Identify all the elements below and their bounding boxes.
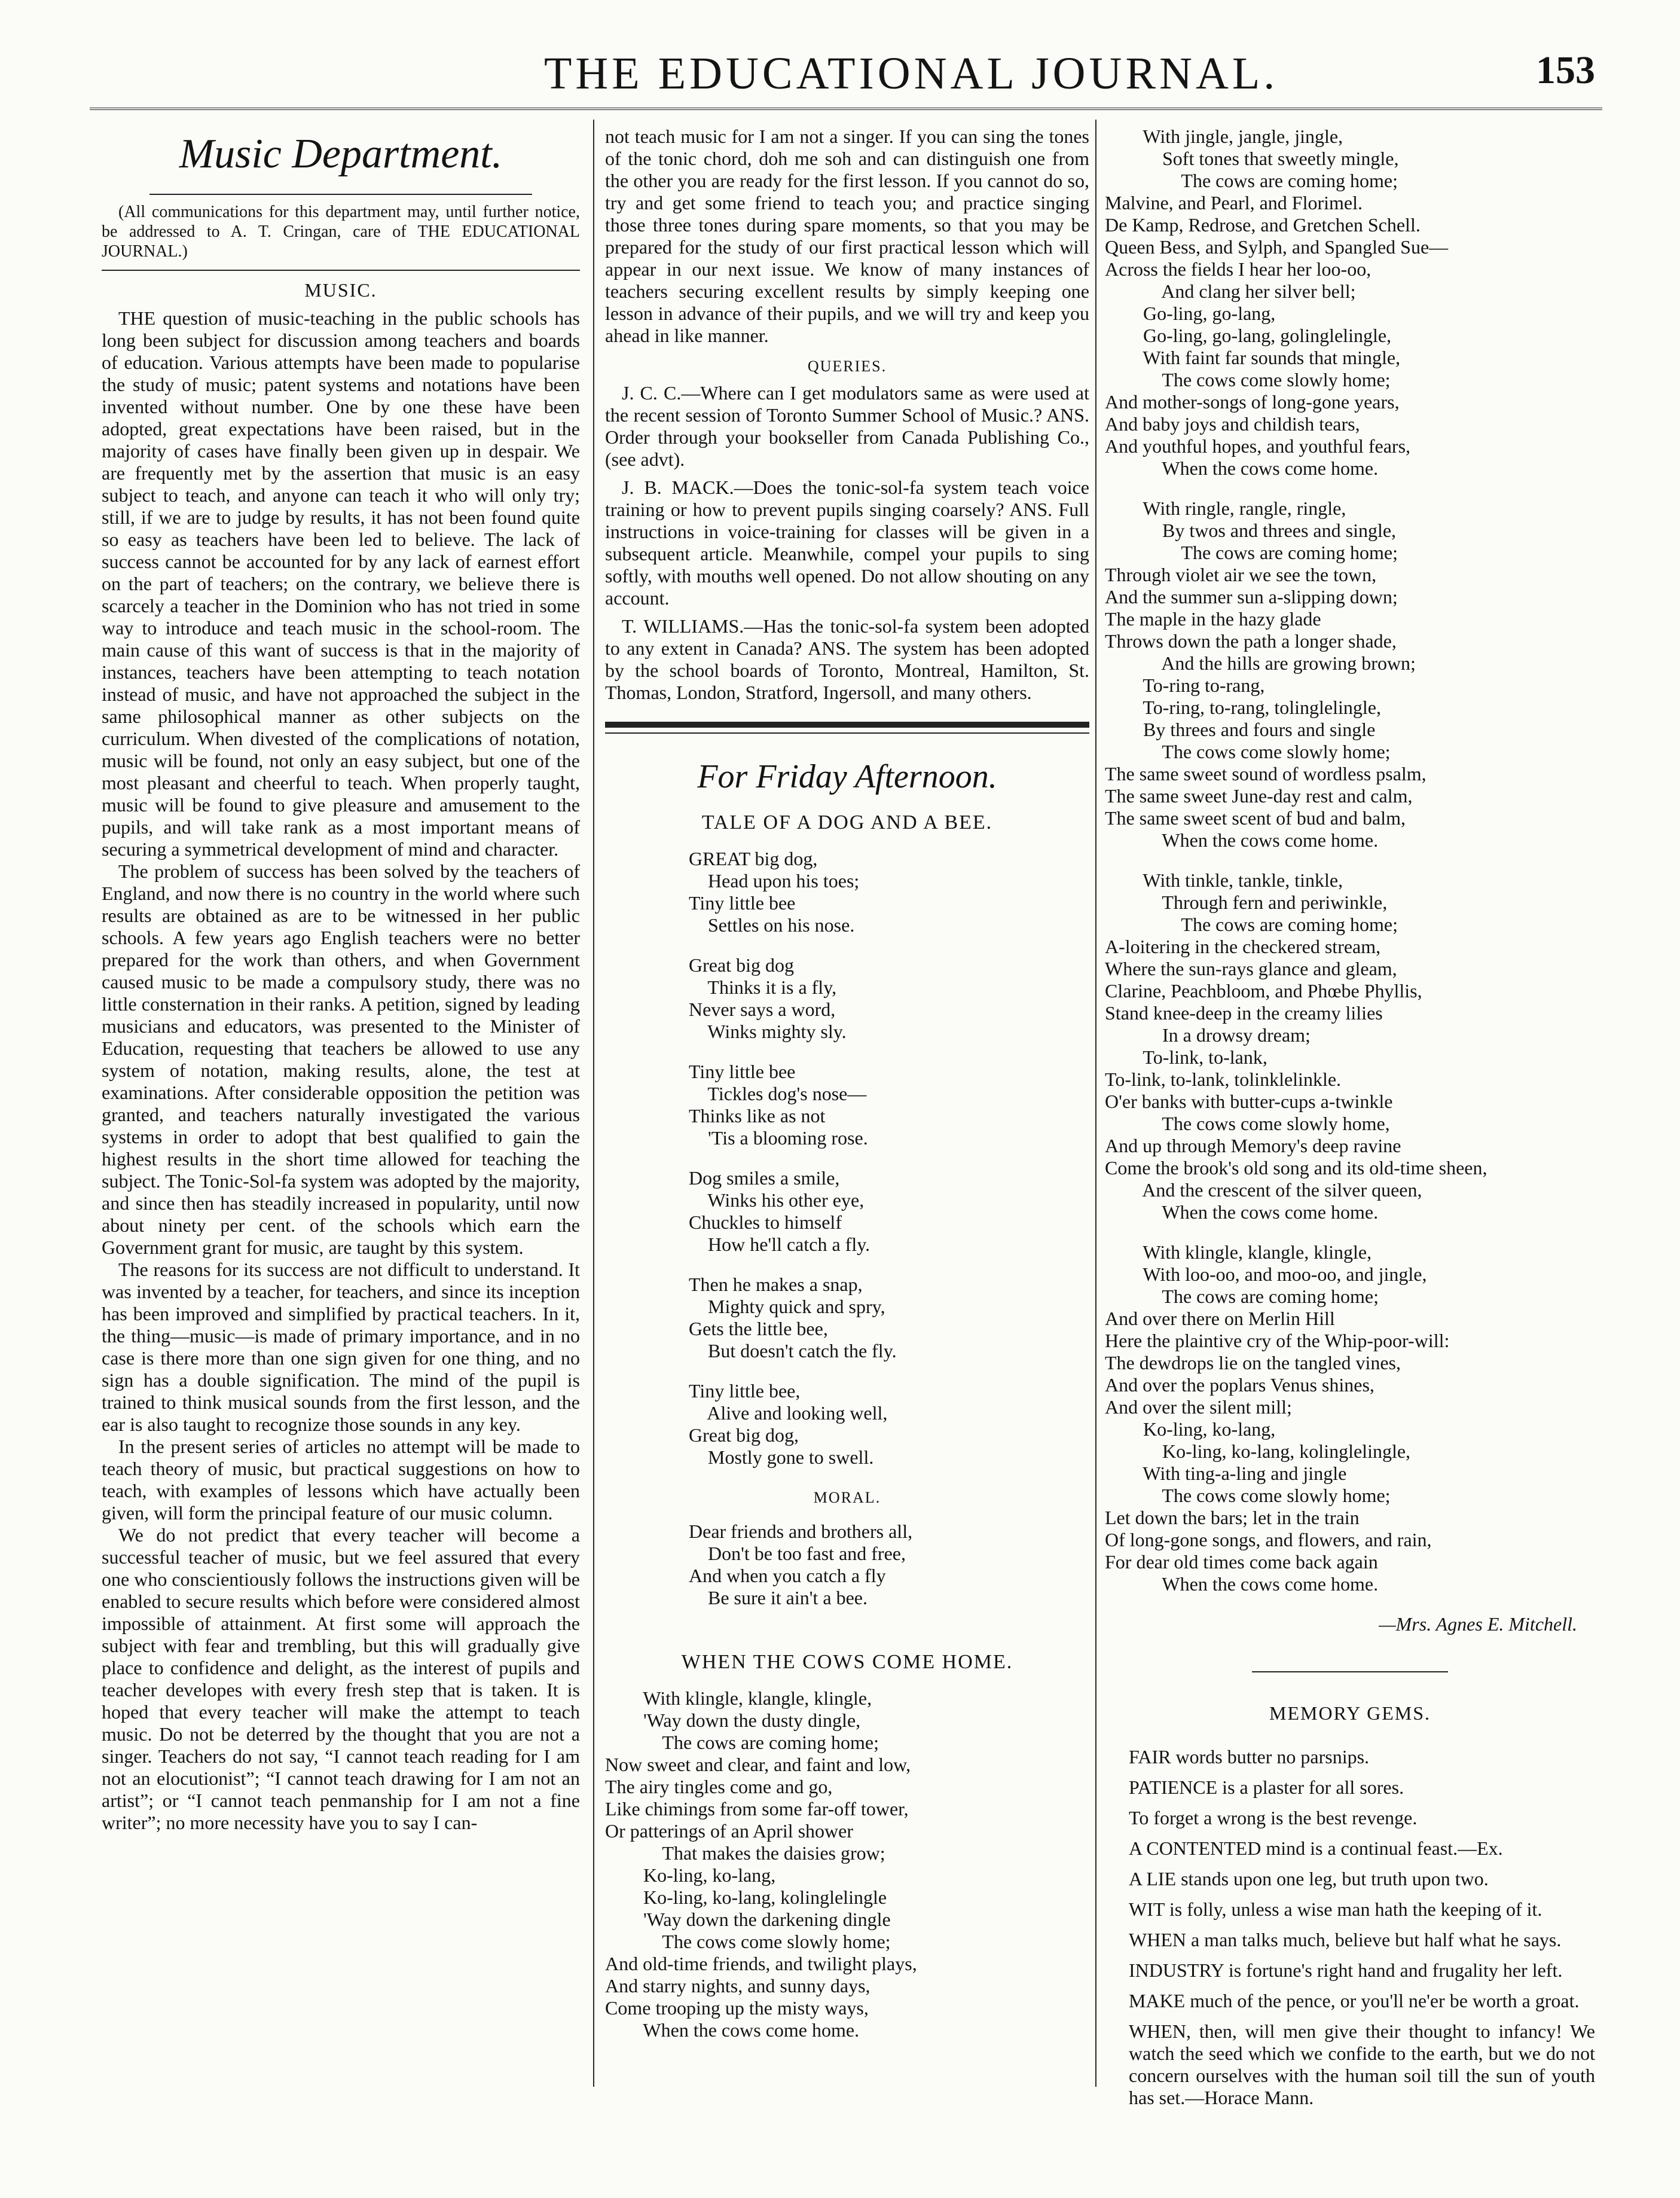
poem-line: Throws down the path a longer shade, [1105,630,1397,652]
poem-line: When the cows come home. [1105,457,1379,479]
poem-line: How he'll catch a fly. [689,1234,870,1255]
cows-poem-continued [1105,126,1595,1595]
poem-line: Of long-gone songs, and flowers, and rain, [1105,1529,1432,1550]
cows-poem-part [605,1687,1089,2041]
poem-line: The cows come slowly home; [1105,1485,1391,1506]
poem-line: Head upon his toes; [689,870,860,892]
poem-line: The maple in the hazy glade [1105,608,1321,630]
poem-line: And up through Memory's deep ravine [1105,1135,1401,1156]
poem-line: Here the plaintive cry of the Whip-poor-will: [1105,1330,1450,1351]
poem-line: Come trooping up the misty ways, [605,1997,869,2019]
poem-line: Or patterings of an April shower [605,1820,854,1842]
memory-gem: WHEN, then, will men give their thought to infancy! We watch the seed which we confide to the earth, but we do not concern ourselves with the human soil till the sun of youth has set.—Horace Mann. [1129,2020,1595,2108]
section-divider [605,732,1089,734]
poem-line: Go-ling, go-lang, [1105,303,1276,324]
poem-line: Tiny little bee [689,1061,796,1082]
poem-line: When the cows come home. [1105,1201,1379,1223]
poem-line: Soft tones that sweetly mingle, [1105,148,1399,169]
poem-stanza [689,954,1089,1043]
poem-line: To-link, to-lank, tolinklelinkle. [1105,1069,1342,1090]
poem-line: And over the silent mill; [1105,1396,1292,1418]
friday-afternoon-heading: For Friday Afternoon. [697,758,997,795]
poem-title: TALE OF A DOG AND A BEE. [701,811,993,834]
poem-stanza [1105,126,1595,480]
divider [149,194,532,195]
poem-line: Through violet air we see the town, [1105,564,1377,585]
poem-line: Settles on his nose. [689,914,855,936]
poem-line: By threes and fours and single [1105,719,1376,740]
poem-line: Ko-ling, ko-lang, [605,1864,776,1886]
poem-line: O'er banks with butter-cups a-twinkle [1105,1091,1393,1112]
poem-line: With faint far sounds that mingle, [1105,347,1401,368]
poem-line: And over the poplars Venus shines, [1105,1374,1374,1396]
poem-line: And baby joys and childish tears, [1105,413,1360,435]
poem-line: Let down the bars; let in the train [1105,1507,1360,1528]
music-department-heading: Music Department. [179,131,503,177]
poem-line: Queen Bess, and Sylph, and Spangled Sue— [1105,236,1449,258]
memory-gems-list [1105,1746,1595,2109]
poem-line: 'Way down the dusty dingle, [605,1709,861,1731]
memory-gem: PATIENCE is a plaster for all sores. [1129,1776,1404,1798]
query-item: J. C. C.—Where can I get modulators same as were used at the recent session of Toronto Summer School of Music.? ANS. Order through your bookseller from Canada Publishing Co., (see advt). [605,382,1089,470]
poem-line: Thinks like as not [689,1105,826,1127]
poem-line: GREAT big dog, [689,848,818,869]
memory-gem: A LIE stands upon one leg, but truth upon two. [1129,1868,1489,1889]
memory-gem: To forget a wrong is the best revenge. [1129,1807,1418,1828]
poem-line: The cows are coming home; [1105,542,1398,563]
memory-gem: WHEN a man talks much, believe but half what he says. [1129,1929,1562,1950]
poem-stanza [689,1061,1089,1149]
section-divider [605,722,1089,728]
poem-line: Then he makes a snap, [689,1274,863,1295]
moral-verse [605,1521,1089,1609]
poem-line: Malvine, and Pearl, and Florimel. [1105,192,1363,213]
poem-line: In a drowsy dream; [1105,1024,1311,1046]
poem-line: Come the brook's old song and its old-time sheen, [1105,1157,1487,1179]
poem-line: Now sweet and clear, and faint and low, [605,1754,911,1775]
poem-line: Don't be too fast and free, [689,1543,906,1564]
poem-line: Never says a word, [689,999,836,1020]
poem-line: Great big dog, [689,1424,799,1446]
poem-line: The cows come slowly home; [605,1931,891,1952]
article-paragraph: We do not predict that every teacher will become a successful teacher of music, but we feel assured that every one who conscientiously follows the instructions given will be enabled to secure results which before were considered almost impossible of attainment. At first some will approach the subject with fear and trembling, but this will gradually give place to confidence and delight, as the interest of pupils and teacher developes with every fresh step that is taken. It is hoped that every teacher will make the attempt to teach music. Do not be deterred by the thought that you are not a singer. Teachers do not say, “I cannot teach reading for I am not an elocutionist”; “I cannot teach drawing for I am not an artist”; or “I cannot teach penmanship for I am not a fine writer”; no more necessity have you to say I can- [102,1524,580,1833]
music-section-heading: MUSIC. [304,279,377,301]
poem-line: De Kamp, Redrose, and Gretchen Schell. [1105,214,1421,236]
poem-stanza [689,1167,1089,1256]
poem-line: Alive and looking well, [689,1402,888,1424]
poem-line: By twos and threes and single, [1105,520,1397,541]
poem-line: Across the fields I hear her loo-oo, [1105,258,1372,280]
poem-line: Ko-ling, ko-lang, kolinglelingle, [1105,1440,1411,1462]
poem-line: Stand knee-deep in the creamy lilies [1105,1002,1383,1024]
poem-line: And the hills are growing brown; [1105,652,1416,674]
poem-stanza [689,848,1089,936]
poem-stanza [689,1274,1089,1362]
memory-gem: MAKE much of the pence, or you'll ne'er be worth a groat. [1129,1990,1580,2011]
column-left [102,126,580,1834]
queries-heading: QUERIES. [807,358,887,375]
poem-line: Gets the little bee, [689,1318,828,1339]
poem-line: Ko-ling, ko-lang, kolinglelingle [605,1886,887,1908]
poem-line: Where the sun-rays glance and gleam, [1105,958,1397,979]
poem-line: Winks mighty sly. [689,1021,847,1042]
poem-line: The cows come slowly home; [1105,741,1391,762]
poem-line: Great big dog [689,954,794,976]
poem-line: When the cows come home. [605,2019,860,2041]
poem-line: Go-ling, go-lang, golinglelingle, [1105,325,1392,346]
poem-line: When the cows come home. [1105,1573,1379,1595]
poem-line: The airy tingles come and go, [605,1776,833,1797]
poem-line: The cows are coming home; [1105,1286,1379,1307]
poem-line: And youthful hopes, and youthful fears, [1105,435,1411,457]
poem-line: Mostly gone to swell. [689,1446,874,1468]
poem-author: —Mrs. Agnes E. Mitchell. [1379,1613,1577,1635]
poem-line: Mighty quick and spry, [689,1296,885,1317]
memory-gem: FAIR words butter no parsnips. [1129,1746,1370,1767]
poem-stanza [1105,869,1595,1223]
poem-line: Ko-ling, ko-lang, [1105,1418,1276,1440]
poem-line: For dear old times come back again [1105,1551,1378,1573]
page-header [90,36,1602,110]
poem-line: And clang her silver bell; [1105,280,1356,302]
poem-line: The cows come slowly home, [1105,1113,1390,1134]
column-middle [605,126,1089,2041]
poem-line: With tinkle, tankle, tinkle, [1105,869,1343,891]
memory-gems-heading: MEMORY GEMS. [1269,1702,1431,1724]
moral-heading: MORAL. [813,1489,881,1506]
poem-line: The cows are coming home; [605,1732,879,1753]
poem-line: The cows come slowly home; [1105,369,1391,390]
poem-line: And old-time friends, and twilight plays, [605,1953,917,1974]
poem-line: And starry nights, and sunny days, [605,1975,870,1996]
poem-line: 'Way down the darkening dingle [605,1909,891,1930]
poem-line: And the summer sun a-slipping down; [1105,586,1398,607]
tale-poem [605,848,1089,1469]
poem-line: With ting-a-ling and jingle [1105,1463,1347,1484]
poem-line: With jingle, jangle, jingle, [1105,126,1343,147]
poem-line: Winks his other eye, [689,1189,865,1211]
column-divider [1095,120,1096,2087]
poem-line: The same sweet June-day rest and calm, [1105,785,1413,807]
memory-gem: A CONTENTED mind is a continual feast.—Ex. [1129,1837,1503,1859]
poem-line: Be sure it ain't a bee. [689,1587,868,1608]
divider [1252,1671,1448,1672]
poem-line: The same sweet scent of bud and balm, [1105,807,1406,829]
poem-line: Clarine, Peachbloom, and Phœbe Phyllis, [1105,980,1422,1002]
poem-line: And the crescent of the silver queen, [1105,1179,1422,1201]
poem-line: And when you catch a fly [689,1565,886,1586]
poem-line: 'Tis a blooming rose. [689,1127,868,1149]
poem-stanza [689,1380,1089,1469]
article-paragraph: THE question of music-teaching in the public schools has long been subject for discussion among teachers and boards of education. Various attempts have been made to popularise the study of music; patent systems and notations have been invented without number. One by one these have been adopted, great expectations have been raised, but in the majority of cases have finally been given up in despair. We are frequently met by the assertion that music is an easy subject to teach, and anyone can teach it who will only try; still, if we are to judge by results, it has not been found quite so easy as teachers have been led to believe. The lack of success cannot be accounted for by any lack of earnest effort on the part of teachers; on the contrary, we believe there is scarcely a teacher in the Dominion who has not tried in some way to introduce and teach music in the school-room. The main cause of this want of success is that in the majority of instances, teachers have been attempting to teach notation instead of music, and have not approached the subject in the same philosophical manner as other subjects on the curriculum. When divested of the complications of notation, music will be found, not only an easy subject, but one of the most pleasant and cheerful to teach. When properly taught, music will be found to give pleasure and amusement to the pupils, and will take rank as a most important means of securing a symmetrical development of mind and character. [102,307,580,860]
poem-line: But doesn't catch the fly. [689,1340,897,1361]
poem-title: WHEN THE COWS COME HOME. [681,1651,1013,1673]
poem-stanza [1105,1241,1595,1595]
query-item: J. B. MACK.—Does the tonic-sol-fa system teach voice training or how to prevent pupils singing coarsely? ANS. Full instructions in voice-training for classes will be given in a subsequent article. Meanwhile, compel your pupils to sing softly, with mouths well opened. Do not allow shouting on any account. [605,477,1089,609]
memory-gem: WIT is folly, unless a wise man hath the keeping of it. [1129,1898,1542,1920]
poem-line: Through fern and periwinkle, [1105,892,1388,913]
journal-title: THE EDUCATIONAL JOURNAL. [544,48,1279,99]
poem-line: Dog smiles a smile, [689,1167,840,1189]
poem-line: Thinks it is a fly, [689,976,837,998]
poem-line: Tiny little bee [689,892,796,914]
poem-line: Tickles dog's nose— [689,1083,867,1104]
poem-line: The cows are coming home; [1105,170,1398,191]
poem-line: Like chimings from some far-off tower, [605,1798,909,1820]
article-paragraph: In the present series of articles no attempt will be made to teach theory of music, but practical suggestions on how to teach, with examples of lessons which have actually been given, will form the principal feature of our music column. [102,1436,580,1524]
divider [102,270,580,271]
poem-line: To-ring, to-rang, tolinglelingle, [1105,697,1381,718]
memory-gem: INDUSTRY is fortune's right hand and frugality her left. [1129,1959,1563,1981]
query-item: T. WILLIAMS.—Has the tonic-sol-fa system been adopted to any extent in Canada? ANS. The system has been adopted by the school boards of Toronto, Montreal, Hamilton, St. Thomas, London, Stratford, Ingersoll, and many others. [605,615,1089,703]
poem-line: Tiny little bee, [689,1380,801,1402]
article-continuation: not teach music for I am not a singer. If you can sing the tones of the tonic chord, doh me soh and can distinguish one from the other you are ready for the first lesson. If you cannot do so, try and get some friend to teach you; and practice singing those three tones during spare moments, so that you may be prepared for the study of our first practical lesson which will appear in our next issue. We know of many instances of teachers securing excellent results by simply keeping one lesson in advance of their pupils, and we will try and keep you ahead in like manner. [605,126,1089,346]
poem-line: With klingle, klangle, klingle, [1105,1241,1372,1263]
page-number: 153 [1536,48,1595,92]
poem-line: That makes the daisies grow; [605,1842,885,1864]
poem-line: Dear friends and brothers all, [689,1521,913,1542]
correspondence-notice: (All communications for this department may, until further notice, be addressed to A. T. Cringan, care of THE EDUCATIONAL JOURNAL.) [102,203,580,261]
poem-line: And mother-songs of long-gone years, [1105,391,1400,413]
poem-line: To-ring to-rang, [1105,674,1265,696]
poem-line: With klingle, klangle, klingle, [605,1687,872,1709]
article-paragraph: The problem of success has been solved by the teachers of England, and now there is no country in the world where such results are obtained as are to be witnessed in her public schools. A few years ago English teachers were no better prepared for the work than others, and when Government caused music to be made a compulsory study, there was no little consternation in their ranks. A petition, signed by leading musicians and educators, was presented to the Minister of Education, requesting that teachers be allowed to use any system of notation, making results, alone, the test at examinations. After considerable opposition the petition was granted, and teachers naturally investigated the various systems in order to adopt that best qualified to gain the highest results in the short time allowed for teaching the subject. The Tonic-Sol-fa system was adopted by the majority, and since then has steadily increased in popularity, until now about ninety per cent. of the schools which earn the Government grant for music, are taught by this system. [102,860,580,1258]
poem-line: When the cows come home. [1105,829,1379,851]
poem-line: The cows are coming home; [1105,914,1398,935]
poem-line: The same sweet sound of wordless psalm, [1105,763,1427,784]
poem-line: With loo-oo, and moo-oo, and jingle, [1105,1263,1427,1285]
article-paragraph: The reasons for its success are not difficult to understand. It was invented by a teacher, for teachers, and since its inception has been improved and simplified by practical teachers. In it, the thing—music—is made of primary importance, and in no case is there more than one sign given for one thing, and no sign has a double signification. The mind of the pupil is trained to think musical sounds from the first lesson, and the ear is also taught to recognize those sounds in any key. [102,1259,580,1435]
poem-line: With ringle, rangle, ringle, [1105,497,1346,519]
poem-stanza [1105,497,1595,851]
poem-line: And over there on Merlin Hill [1105,1308,1335,1329]
poem-line: The dewdrops lie on the tangled vines, [1105,1352,1401,1373]
poem-line: To-link, to-lank, [1105,1046,1267,1068]
column-divider [593,120,594,2087]
poem-line: A-loitering in the checkered stream, [1105,936,1381,957]
poem-line: Chuckles to himself [689,1211,842,1233]
column-right [1105,126,1595,2117]
